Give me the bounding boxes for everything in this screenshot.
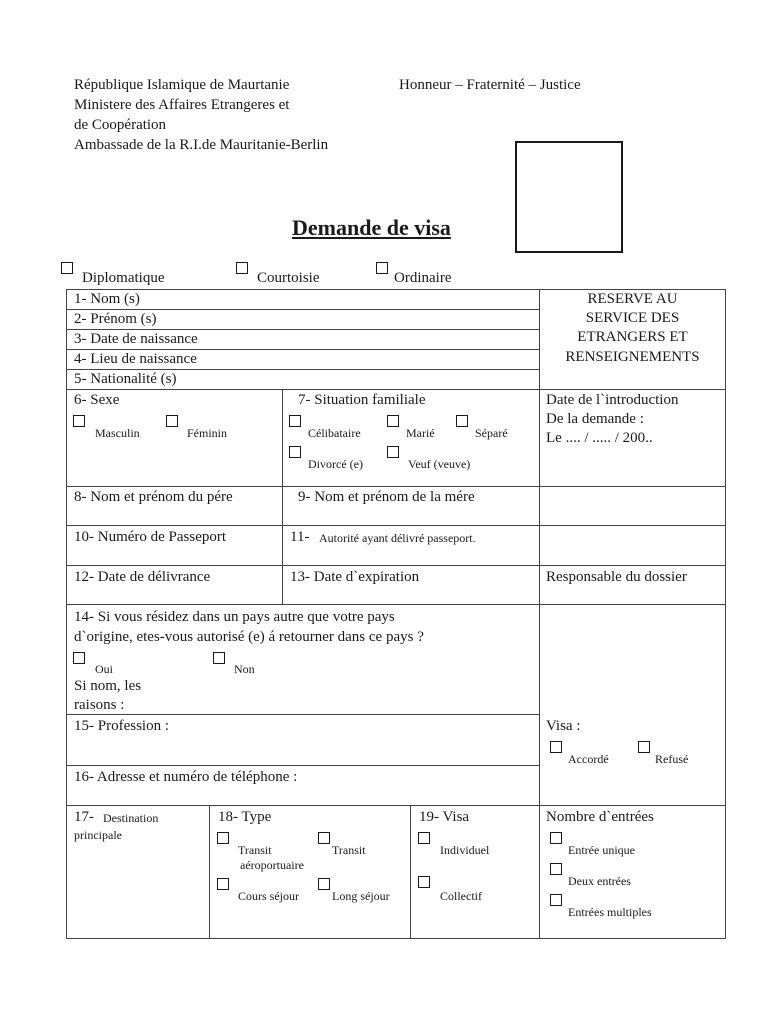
checkbox-divorce[interactable]: [289, 446, 301, 458]
label-divorce: Divorcé (e): [308, 457, 363, 471]
checkbox-collectif[interactable]: [418, 876, 430, 888]
header-country: République Islamique de Maurtanie: [74, 77, 290, 93]
nombre-entrees-label: Nombre d`entrées: [546, 809, 654, 825]
field-nationalite: 5- Nationalité (s): [74, 371, 177, 387]
field-passeport: 10- Numéro de Passeport: [74, 529, 227, 545]
label-marie: Marié: [406, 426, 435, 440]
label-transit-1: Transit: [238, 843, 272, 857]
field-si-nom-line-2: raisons :: [74, 697, 125, 713]
field-type: 18- Type: [218, 809, 272, 825]
field-si-nom-line-1: Si nom, les: [74, 678, 142, 694]
checkbox-masculin[interactable]: [73, 415, 85, 427]
field-situation: 7- Situation familiale: [298, 392, 426, 408]
field-nom: 1- Nom (s): [74, 291, 140, 307]
reserve-line-1: RESERVE AU: [587, 291, 678, 307]
label-aeroportuaire: aéroportuaire: [240, 858, 304, 872]
label-veuf: Veuf (veuve): [408, 457, 471, 471]
visa-decision-label: Visa :: [546, 718, 581, 734]
label-deux-entrees: Deux entrées: [568, 874, 631, 888]
reserve-line-4: RENSEIGNEMENTS: [565, 349, 700, 365]
checkbox-diplomatique[interactable]: [61, 262, 73, 274]
checkbox-courtoisie[interactable]: [236, 262, 248, 274]
checkbox-refuse[interactable]: [638, 741, 650, 753]
label-collectif: Collectif: [440, 889, 482, 903]
field-nom-mere: 9- Nom et prénom de la mére: [298, 489, 475, 505]
field-destination-prefix: 17-: [74, 809, 94, 825]
checkbox-individuel[interactable]: [418, 832, 430, 844]
checkbox-accorde[interactable]: [550, 741, 562, 753]
intro-date-line-1: Date de l`introduction: [546, 392, 679, 408]
checkbox-cours-sejour[interactable]: [217, 878, 229, 890]
field-visa-kind: 19- Visa: [419, 809, 470, 825]
checkbox-transit[interactable]: [318, 832, 330, 844]
label-entrees-multiples: Entrées multiples: [568, 905, 652, 919]
field-lieu-naissance: 4- Lieu de naissance: [74, 351, 197, 367]
checkbox-entree-unique[interactable]: [550, 832, 562, 844]
field-sexe: 6- Sexe: [74, 392, 120, 408]
field-adresse: 16- Adresse et numéro de téléphone :: [74, 769, 298, 785]
label-cours-sejour: Cours séjour: [238, 889, 299, 903]
label-courtoisie: Courtoisie: [257, 270, 320, 286]
label-separe: Séparé: [475, 426, 508, 440]
field-destination-line-2: principale: [74, 828, 122, 842]
header-ministry-cont: de Coopération: [74, 117, 167, 133]
responsable-dossier: Responsable du dossier: [546, 569, 687, 585]
label-long-sejour: Long séjour: [332, 889, 390, 903]
header-embassy: Ambassade de la R.I.de Mauritanie-Berlin: [74, 137, 329, 153]
photo-box: [515, 141, 623, 253]
header-motto: Honneur – Fraternité – Justice: [399, 77, 581, 93]
label-refuse: Refusé: [655, 752, 689, 766]
field-date-naissance: 3- Date de naissance: [74, 331, 198, 347]
label-diplomatique: Diplomatique: [82, 270, 165, 286]
checkbox-separe[interactable]: [456, 415, 468, 427]
field-destination: Destination: [103, 811, 159, 825]
checkbox-non[interactable]: [213, 652, 225, 664]
field-profession: 15- Profession :: [74, 718, 169, 734]
label-feminin: Féminin: [187, 426, 228, 440]
checkbox-marie[interactable]: [387, 415, 399, 427]
reserve-line-2: SERVICE DES: [585, 310, 680, 326]
label-ordinaire: Ordinaire: [394, 270, 452, 286]
field-residence-line-2: d`origine, etes-vous autorisé (e) á retourner dans ce pays ?: [74, 629, 424, 645]
field-autorite: Autorité ayant délivré passeport.: [319, 531, 476, 545]
intro-date-line-3: Le .... / ..... / 200..: [546, 430, 653, 446]
label-transit-2: Transit: [332, 843, 366, 857]
checkbox-feminin[interactable]: [166, 415, 178, 427]
checkbox-celibataire[interactable]: [289, 415, 301, 427]
checkbox-transit-aeroportuaire[interactable]: [217, 832, 229, 844]
intro-date-line-2: De la demande :: [546, 411, 644, 427]
label-masculin: Masculin: [95, 426, 140, 440]
field-prenom: 2- Prénom (s): [74, 311, 157, 327]
checkbox-oui[interactable]: [73, 652, 85, 664]
reserve-line-3: ETRANGERS ET: [577, 329, 688, 345]
header-ministry: Ministere des Affaires Etrangeres et: [74, 97, 290, 113]
form-title: Demande de visa: [292, 215, 451, 240]
label-accorde: Accordé: [568, 752, 609, 766]
checkbox-ordinaire[interactable]: [376, 262, 388, 274]
label-celibataire: Célibataire: [308, 426, 361, 440]
label-oui: Oui: [95, 662, 113, 676]
checkbox-veuf[interactable]: [387, 446, 399, 458]
checkbox-entrees-multiples[interactable]: [550, 894, 562, 906]
label-non: Non: [234, 662, 255, 676]
checkbox-deux-entrees[interactable]: [550, 863, 562, 875]
field-date-expiration: 13- Date d`expiration: [290, 569, 420, 585]
field-residence-line-1: 14- Si vous résidez dans un pays autre que votre pays: [74, 609, 395, 625]
field-autorite-prefix: 11-: [290, 529, 310, 545]
field-date-delivrance: 12- Date de délivrance: [74, 569, 211, 585]
field-nom-pere: 8- Nom et prénom du pére: [74, 489, 233, 505]
checkbox-long-sejour[interactable]: [318, 878, 330, 890]
label-individuel: Individuel: [440, 843, 490, 857]
label-entree-unique: Entrée unique: [568, 843, 635, 857]
